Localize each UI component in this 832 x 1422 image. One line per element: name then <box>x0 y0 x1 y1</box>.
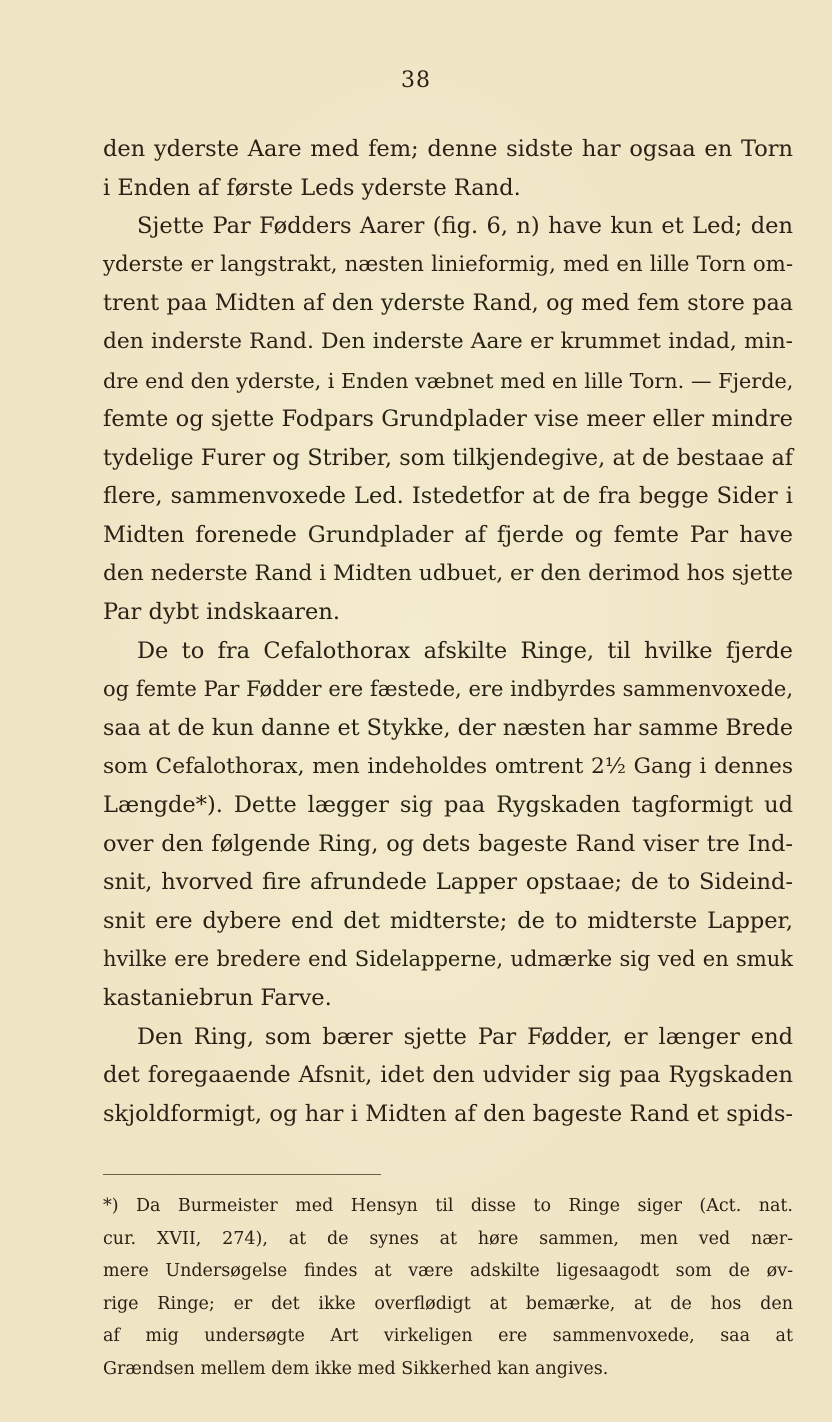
text-line: den nederste Rand i Midten udbuet, er den derimod hos sjette <box>103 560 793 586</box>
text-line: Længde*). Dette lægger sig paa Rygskaden tagformigt ud <box>103 792 793 819</box>
footnote-line: rige Ringe; er det ikke overflødigt at bemærke, at de hos den <box>103 1293 793 1314</box>
page-number: 38 <box>401 68 431 93</box>
footnote-line: Grændsen mellem dem ikke med Sikkerhed kan angives. <box>103 1358 609 1379</box>
text-line: De to fra Cefalothorax afskilte Ringe, til hvilke fjerde <box>137 637 793 664</box>
text-line: i Enden af første Leds yderste Rand. <box>103 174 521 201</box>
text-line: som Cefalothorax, men indeholdes omtrent 2½ Gang i dennes <box>103 753 793 779</box>
text-line: tydelige Furer og Striber, som tilkjendegive, at de bestaae af <box>103 444 793 471</box>
footnote <box>103 1190 793 1385</box>
text-line: snit, hvorved fire afrundede Lapper opstaae; de to Sideind- <box>103 869 793 896</box>
footnote-line: cur. XVII, 274), at de synes at høre sammen, men ved nær- <box>103 1228 793 1249</box>
text-line: flere, sammenvoxede Led. Istedetfor at de fra begge Sider i <box>103 483 793 510</box>
text-line: Par dybt indskaaren. <box>103 599 340 626</box>
text-line: skjoldformigt, og har i Midten af den bageste Rand et spids- <box>103 1100 793 1127</box>
text-line: og femte Par Fødder ere fæstede, ere indbyrdes sammenvoxede, <box>103 677 793 702</box>
text-line: kastaniebrun Farve. <box>103 985 332 1012</box>
text-line: snit ere dybere end det midterste; de to midterste Lapper, <box>103 907 793 934</box>
footnote-line: mere Undersøgelse findes at være adskilte ligesaagodt som de øv- <box>103 1261 793 1281</box>
text-line: det foregaaende Afsnit, idet den udvider sig paa Rygskaden <box>103 1062 793 1089</box>
text-line: dre end den yderste, i Enden væbnet med en lille Torn. — Fjerde, <box>103 368 794 393</box>
text-line: trent paa Midten af den yderste Rand, og med fem store paa <box>103 290 793 317</box>
text-line: femte og sjette Fodpars Grundplader vise meer eller mindre <box>103 406 793 433</box>
text-line: saa at de kun danne et Stykke, der næsten har samme Brede <box>103 714 793 741</box>
body-text <box>103 130 793 1133</box>
footnote-line: *) Da Burmeister med Hensyn til disse to Ringe siger (Act. nat. <box>103 1196 793 1216</box>
text-line: yderste er langstrakt, næsten linieformig, med en lille Torn om- <box>103 251 793 277</box>
text-line: hvilke ere bredere end Sidelapperne, udmærke sig ved en smuk <box>103 947 793 972</box>
text-line: Sjette Par Fødders Aarer (fig. 6, n) have kun et Led; den <box>137 213 793 240</box>
text-line: den yderste Aare med fem; denne sidste har ogsaa en Torn <box>103 136 793 162</box>
text-line: den inderste Rand. Den inderste Aare er krummet indad, min- <box>103 328 793 354</box>
footnote-divider <box>103 1174 381 1175</box>
text-line: Den Ring, som bærer sjette Par Fødder, er længer end <box>137 1023 793 1050</box>
text-line: over den følgende Ring, og dets bageste Rand viser tre Ind- <box>103 830 793 857</box>
text-line: Midten forenede Grundplader af fjerde og femte Par have <box>103 521 793 548</box>
footnote-line: af mig undersøgte Art virkeligen ere sammenvoxede, saa at <box>103 1326 793 1346</box>
